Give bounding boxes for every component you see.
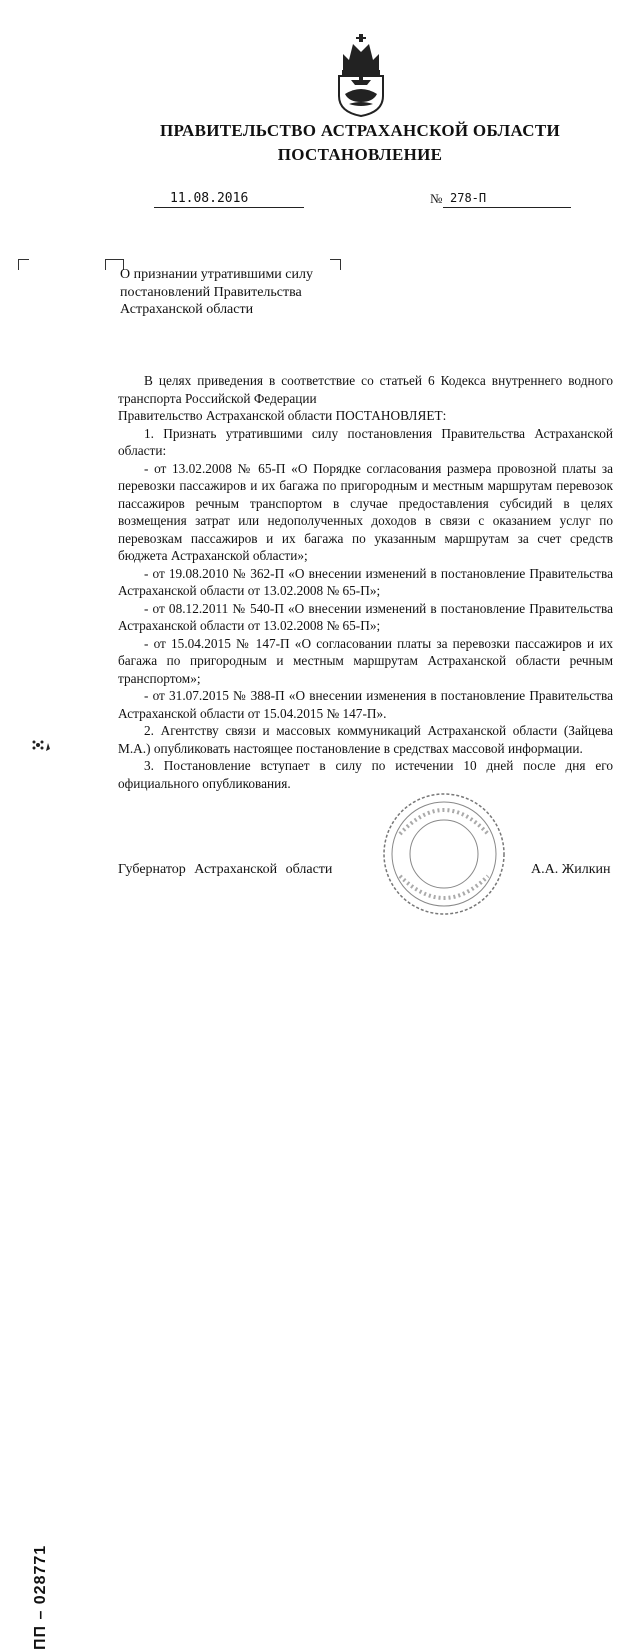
date-underline bbox=[154, 207, 304, 208]
document-subject: О признании утратившими силу постановлений Правительства Астраханской области bbox=[120, 267, 313, 317]
item-2-paragraph: 2. Агентству связи и массовых коммуникаций Астраханской области (Зайцева М.А.) опубликовать настоящее постановление в средствах массовой информации. bbox=[118, 723, 613, 756]
subitem-1: - от 13.02.2008 № 65-П «О Порядке согласования размера провозной платы за перевозки пассажиров и их багажа по пригородным и местным маршрутам перевозок пассажиров речным транспортом в случае предоставления субсидий в целях возмещения затрат или недополученных доходов в связи с оказанием услуг по перевозкам пассажиров и их багажа по указанным маршрутам за счет средств бюджета Астраханской области»; bbox=[118, 460, 613, 563]
number-underline bbox=[443, 207, 571, 208]
number-sign: № bbox=[430, 191, 443, 206]
coat-of-arms-emblem bbox=[333, 30, 389, 118]
signatory-role: Губернатор Астраханской области bbox=[118, 862, 333, 877]
item-3-paragraph: 3. Постановление вступает в силу по истечении 10 дней после дня его официального опубликования. bbox=[118, 758, 613, 791]
subitem-2: - от 19.08.2010 № 362-П «О внесении изменений в постановление Правительства Астраханской области от 13.02.2008 № 65-П»; bbox=[118, 565, 613, 598]
signatory-name: А.А. Жилкин bbox=[531, 862, 611, 877]
document-number: 278-П bbox=[450, 191, 487, 205]
preamble-paragraph: В целях приведения в соответствие со статьей 6 Кодекса внутреннего водного транспорта Российской Федерации bbox=[118, 373, 613, 406]
document-body bbox=[118, 372, 613, 792]
office-stamp bbox=[380, 790, 508, 918]
item-1-paragraph: 1. Признать утратившими силу постановления Правительства Астраханской области: bbox=[118, 425, 613, 458]
subitem-5: - от 31.07.2015 № 388-П «О внесении изменения в постановление Правительства Астраханской области от 15.04.2015 № 147-П». bbox=[118, 688, 613, 721]
subitem-4: - от 15.04.2015 № 147-П «О согласовании платы за перевозки пассажиров и их багажа по пригородным и местным маршрутам Астраханской области речным транспортом»; bbox=[118, 635, 613, 686]
registration-number-box bbox=[16, 765, 49, 1650]
decree-line: Правительство Астраханской области ПОСТАНОВЛЯЕТ: bbox=[118, 408, 447, 423]
org-title: ПРАВИТЕЛЬСТВО АСТРАХАНСКОЙ ОБЛАСТИ bbox=[160, 121, 560, 140]
doc-type-title: ПОСТАНОВЛЕНИЕ bbox=[277, 145, 443, 164]
subitem-3: - от 08.12.2011 № 540-П «О внесении изменений в постановление Правительства Астраханской области от 13.02.2008 № 65-П»; bbox=[118, 600, 613, 633]
document-date: 11.08.2016 bbox=[170, 191, 249, 206]
registration-number: ПП – 028771 bbox=[32, 1544, 49, 1650]
corner-mark bbox=[18, 259, 29, 270]
flower-mark-icon bbox=[30, 735, 52, 755]
